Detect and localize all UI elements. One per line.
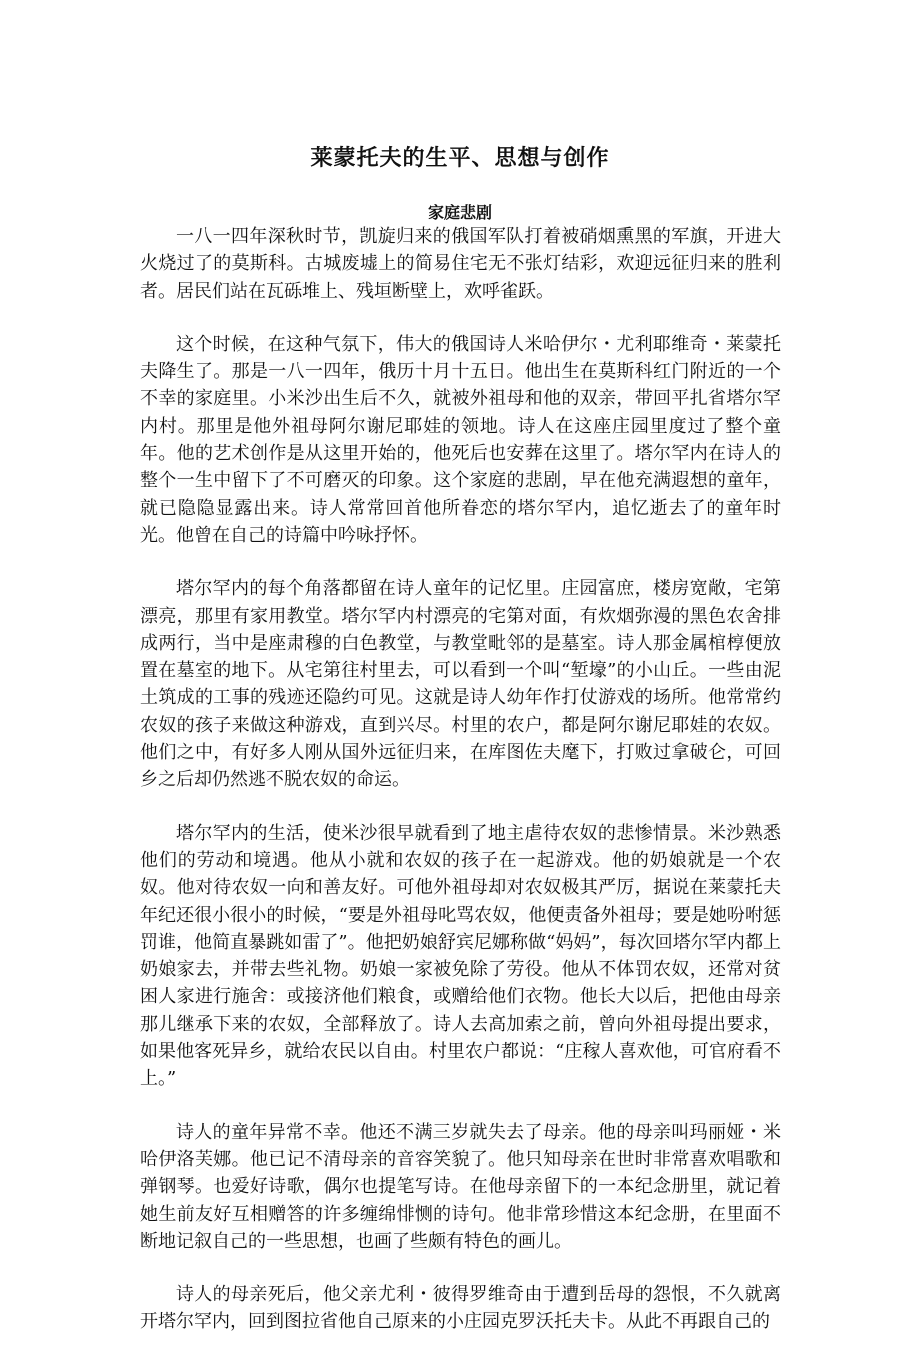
section-heading: 家庭悲剧 bbox=[427, 203, 492, 222]
paragraph: 塔尔罕内的每个角落都留在诗人童年的记忆里。庄园富庶，楼房宽敞，宅第漂亮，那里有家用教堂。塔尔罕内村漂亮的宅第对面，有炊烟弥漫的黑色农舍排成两行，当中是座肃穆的白色教堂，与教堂毗邻的是墓室。诗人那金属棺椁便放置在墓室的地下。从宅第往村里去，可以看到一个叫“堑壕”的小山丘。一些由泥土筑成的工事的残迹还隐约可见。这就是诗人幼年作打仗游戏的场所。他常常约农奴的孩子来做这种游戏，直到兴尽。村里的农户，都是阿尔谢尼耶娃的农奴。他们之中，有好多人刚从国外远征归来，在库图佐夫麾下，打败过拿破仑，可回乡之后却仍然逃不脱农奴的命运。 bbox=[140, 578, 781, 791]
document-title: 莱蒙托夫的生平、思想与创作 bbox=[310, 145, 610, 171]
document-body bbox=[140, 223, 781, 1362]
paragraph: 塔尔罕内的生活，使米沙很早就看到了地主虐待农奴的悲惨情景。米沙熟悉他们的劳动和境遇。他从小就和农奴的孩子在一起游戏。他的奶娘就是一个农奴。他对待农奴一向和善友好。可他外祖母却对农奴极其严厉，据说在莱蒙托夫年纪还很小很小的时候，“要是外祖母叱骂农奴，他便责备外祖母；要是她吩咐惩罚谁，他简直暴跳如雷了”。他把奶娘舒宾尼娜称做“妈妈”，每次回塔尔罕内都上奶娘家去，并带去些礼物。奶娘一家被免除了劳役。他从不体罚农奴，还常对贫困人家进行施舍：或接济他们粮食，或赠给他们衣物。他长大以后，把他由母亲那儿继承下来的农奴，全部释放了。诗人去高加索之前，曾向外祖母提出要求，如果他客死异乡，就给农民以自由。村里农户都说：“庄稼人喜欢他，可官府看不上。” bbox=[140, 822, 781, 1090]
paragraph: 诗人的母亲死后，他父亲尤利・彼得罗维奇由于遭到岳母的怨恨，不久就离开塔尔罕内，回到图拉省他自己原来的小庄园克罗沃托夫卡。从此不再跟自己的 bbox=[140, 1284, 781, 1333]
paragraph: 诗人的童年异常不幸。他还不满三岁就失去了母亲。他的母亲叫玛丽娅・米哈伊洛芙娜。他已记不清母亲的音容笑貌了。他只知母亲在世时非常喜欢唱歌和弹钢琴。也爱好诗歌，偶尔也提笔写诗。在他母亲留下的一本纪念册里，就记着她生前友好互相赠答的许多缠绵悱恻的诗句。他非常珍惜这本纪念册，在里面不断地记叙自己的一些思想，也画了些颇有特色的画儿。 bbox=[140, 1121, 781, 1252]
paragraph: 一八一四年深秋时节，凯旋归来的俄国军队打着被硝烟熏黑的军旗，开进大火烧过了的莫斯科。古城废墟上的简易住宅无不张灯结彩，欢迎远征归来的胜利者。居民们站在瓦砾堆上、残垣断壁上，欢呼雀跃。 bbox=[140, 226, 781, 302]
paragraph: 这个时候，在这种气氛下，伟大的俄国诗人米哈伊尔・尤利耶维奇・莱蒙托夫降生了。那是一八一四年，俄历十月十五日。他出生在莫斯科红门附近的一个不幸的家庭里。小米沙出生后不久，就被外祖母和他的双亲，带回平扎省塔尔罕内村。那里是他外祖母阿尔谢尼耶娃的领地。诗人在这座庄园里度过了整个童年。他的艺术创作是从这里开始的，他死后也安葬在这里了。塔尔罕内在诗人的整个一生中留下了不可磨灭的印象。这个家庭的悲剧，早在他充满遐想的童年，就已隐隐显露出来。诗人常常回首他所眷恋的塔尔罕内，追忆逝去了的童年时光。他曾在自己的诗篇中吟咏抒怀。 bbox=[140, 333, 781, 546]
